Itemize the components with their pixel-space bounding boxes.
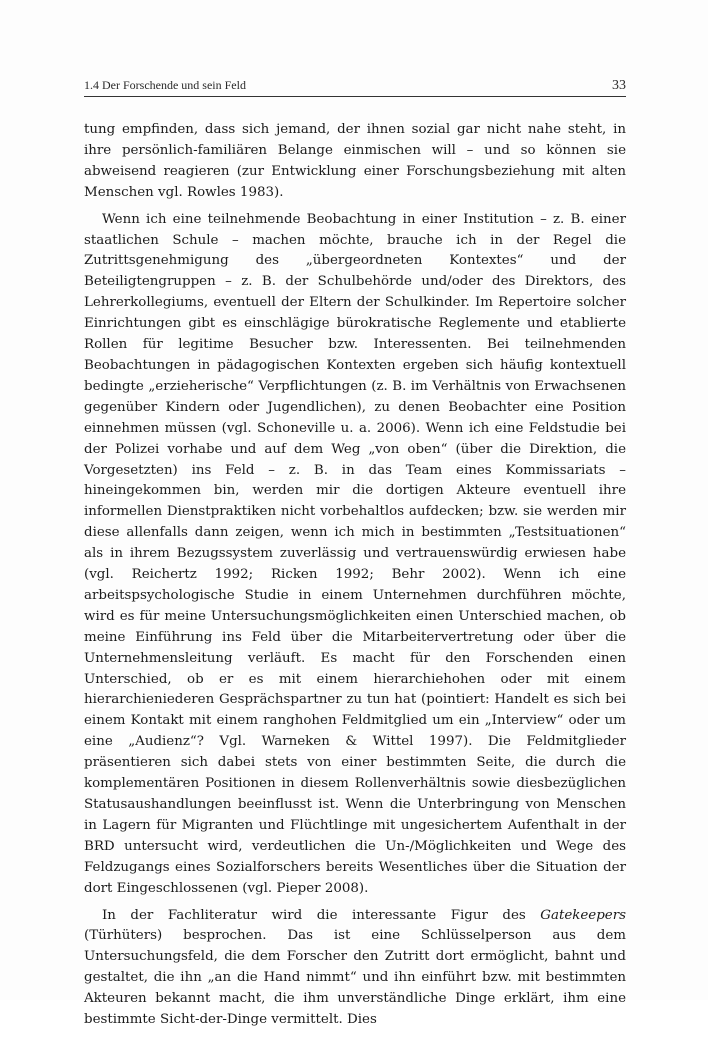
running-header: [84, 78, 626, 96]
page-number: 33: [612, 78, 626, 93]
paragraph: [84, 210, 626, 900]
paragraph: [84, 906, 626, 1031]
body-text: [84, 120, 626, 1037]
section-title: 1.4 Der Forschende und sein Feld: [84, 78, 246, 92]
text-segment: Wenn ich eine teilnehmende Beobachtung in einer Institution – z. B. einer staatlichen Schule – machen möchte, brauche ich in der Regel die Zutrittsgenehmigung des „übergeordneten Kontextes“ und der Beteiligtengruppen – z. B. der Schulbehörde und/oder des Direktors, des Lehrerkollegiums, eventuell der Eltern der Schulkinder. Im Repertoire solcher Einrichtungen gibt es einschlägige bürokratische Reglemente und etablierte Rollen für legitime Besucher bzw. Interessenten. Bei teilnehmenden Beobachtungen in pädagogischen Kontexten ergeben sich häufig kontextuell bedingte „erzieherische“ Verpflichtungen (z. B. im Verhältnis von Erwachsenen gegenüber Kindern oder Jugendlichen), zu denen Beobachter eine Position einnehmen müssen (vgl. Schoneville u. a. 2006). Wenn ich eine Feldstudie bei der Polizei vorhabe und auf dem Weg „von oben“ (über die Direktion, die Vorgesetzten) ins Feld – z. B. in das Team eines Kommissariats – hineingekommen bin, werden mir die dortigen Akteure eventuell ihre informellen Dienstpraktiken nicht vorbehaltlos aufdecken; bzw. sie werden mir diese allenfalls dann zeigen, wenn ich mich in bestimmten „Testsituationen“ als in ihrem Bezugssystem zuverlässig und vertrauenswürdig erwiesen habe (vgl. Reichertz 1992; Ricken 1992; Behr 2002). Wenn ich eine arbeitspsychologische Studie in einem Unternehmen durchführen möchte, wird es für meine Untersuchungsmöglichkeiten einen Unterschied machen, ob meine Einführung ins Feld über die Mitarbeitervertretung oder über die Unternehmensleitung verläuft. Es macht für den Forschenden einen Unterschied, ob er es mit einem hierarchiehohen oder mit einem hierarchieniederen Gesprächspartner zu tun hat (pointiert: Handelt es sich bei einem Kontakt mit einem ranghohen Feldmitglied um ein „Interview“ oder um eine „Audienz“? Vgl. Warneken & Wittel 1997). Die Feldmitglieder präsentieren sich dabei stets von einer bestimmten Seite, die durch die komplementären Positionen in diesem Rollenverhältnis sowie diesbezüglichen Statusaushandlungen beeinflusst ist. Wenn die Unterbringung von Menschen in Lagern für Migranten und Flüchtlinge mit ungesichertem Aufenthalt in der BRD untersucht wird, verdeutlichen die Un-/Möglichkeiten und Wege des Feldzugangs eines Sozialforschers bereits Wesentliches über die Situation der dort Eingeschlossenen (vgl. Pieper 2008).: [84, 211, 626, 896]
text-segment: tung empfinden, dass sich jemand, der ihnen sozial gar nicht nahe steht, in ihre persönlich-familiären Belange einmischen will – und so können sie abweisend reagieren (zur Entwicklung einer Forschungsbeziehung mit alten Menschen vgl. Rowles 1983).: [84, 122, 626, 200]
gatekeepers-term: Gatekeepers: [540, 907, 626, 923]
paragraph: [84, 120, 626, 204]
header-rule: [84, 96, 626, 97]
text-segment: In der Fachliteratur wird die interessante Figur des: [102, 907, 541, 923]
text-segment: (Türhüters) besprochen. Das ist eine Schlüsselperson aus dem Untersuchungsfeld, die dem Forscher den Zutritt dort ermöglicht, bahnt und gestaltet, die ihn „an die Hand nimmt“ und ihn einführt bzw. mit bestimmten Akteuren bekannt macht, die ihm unverständliche Dinge erklärt, ihm eine bestimmte Sicht-der-Dinge vermittelt. Dies: [84, 928, 626, 1028]
